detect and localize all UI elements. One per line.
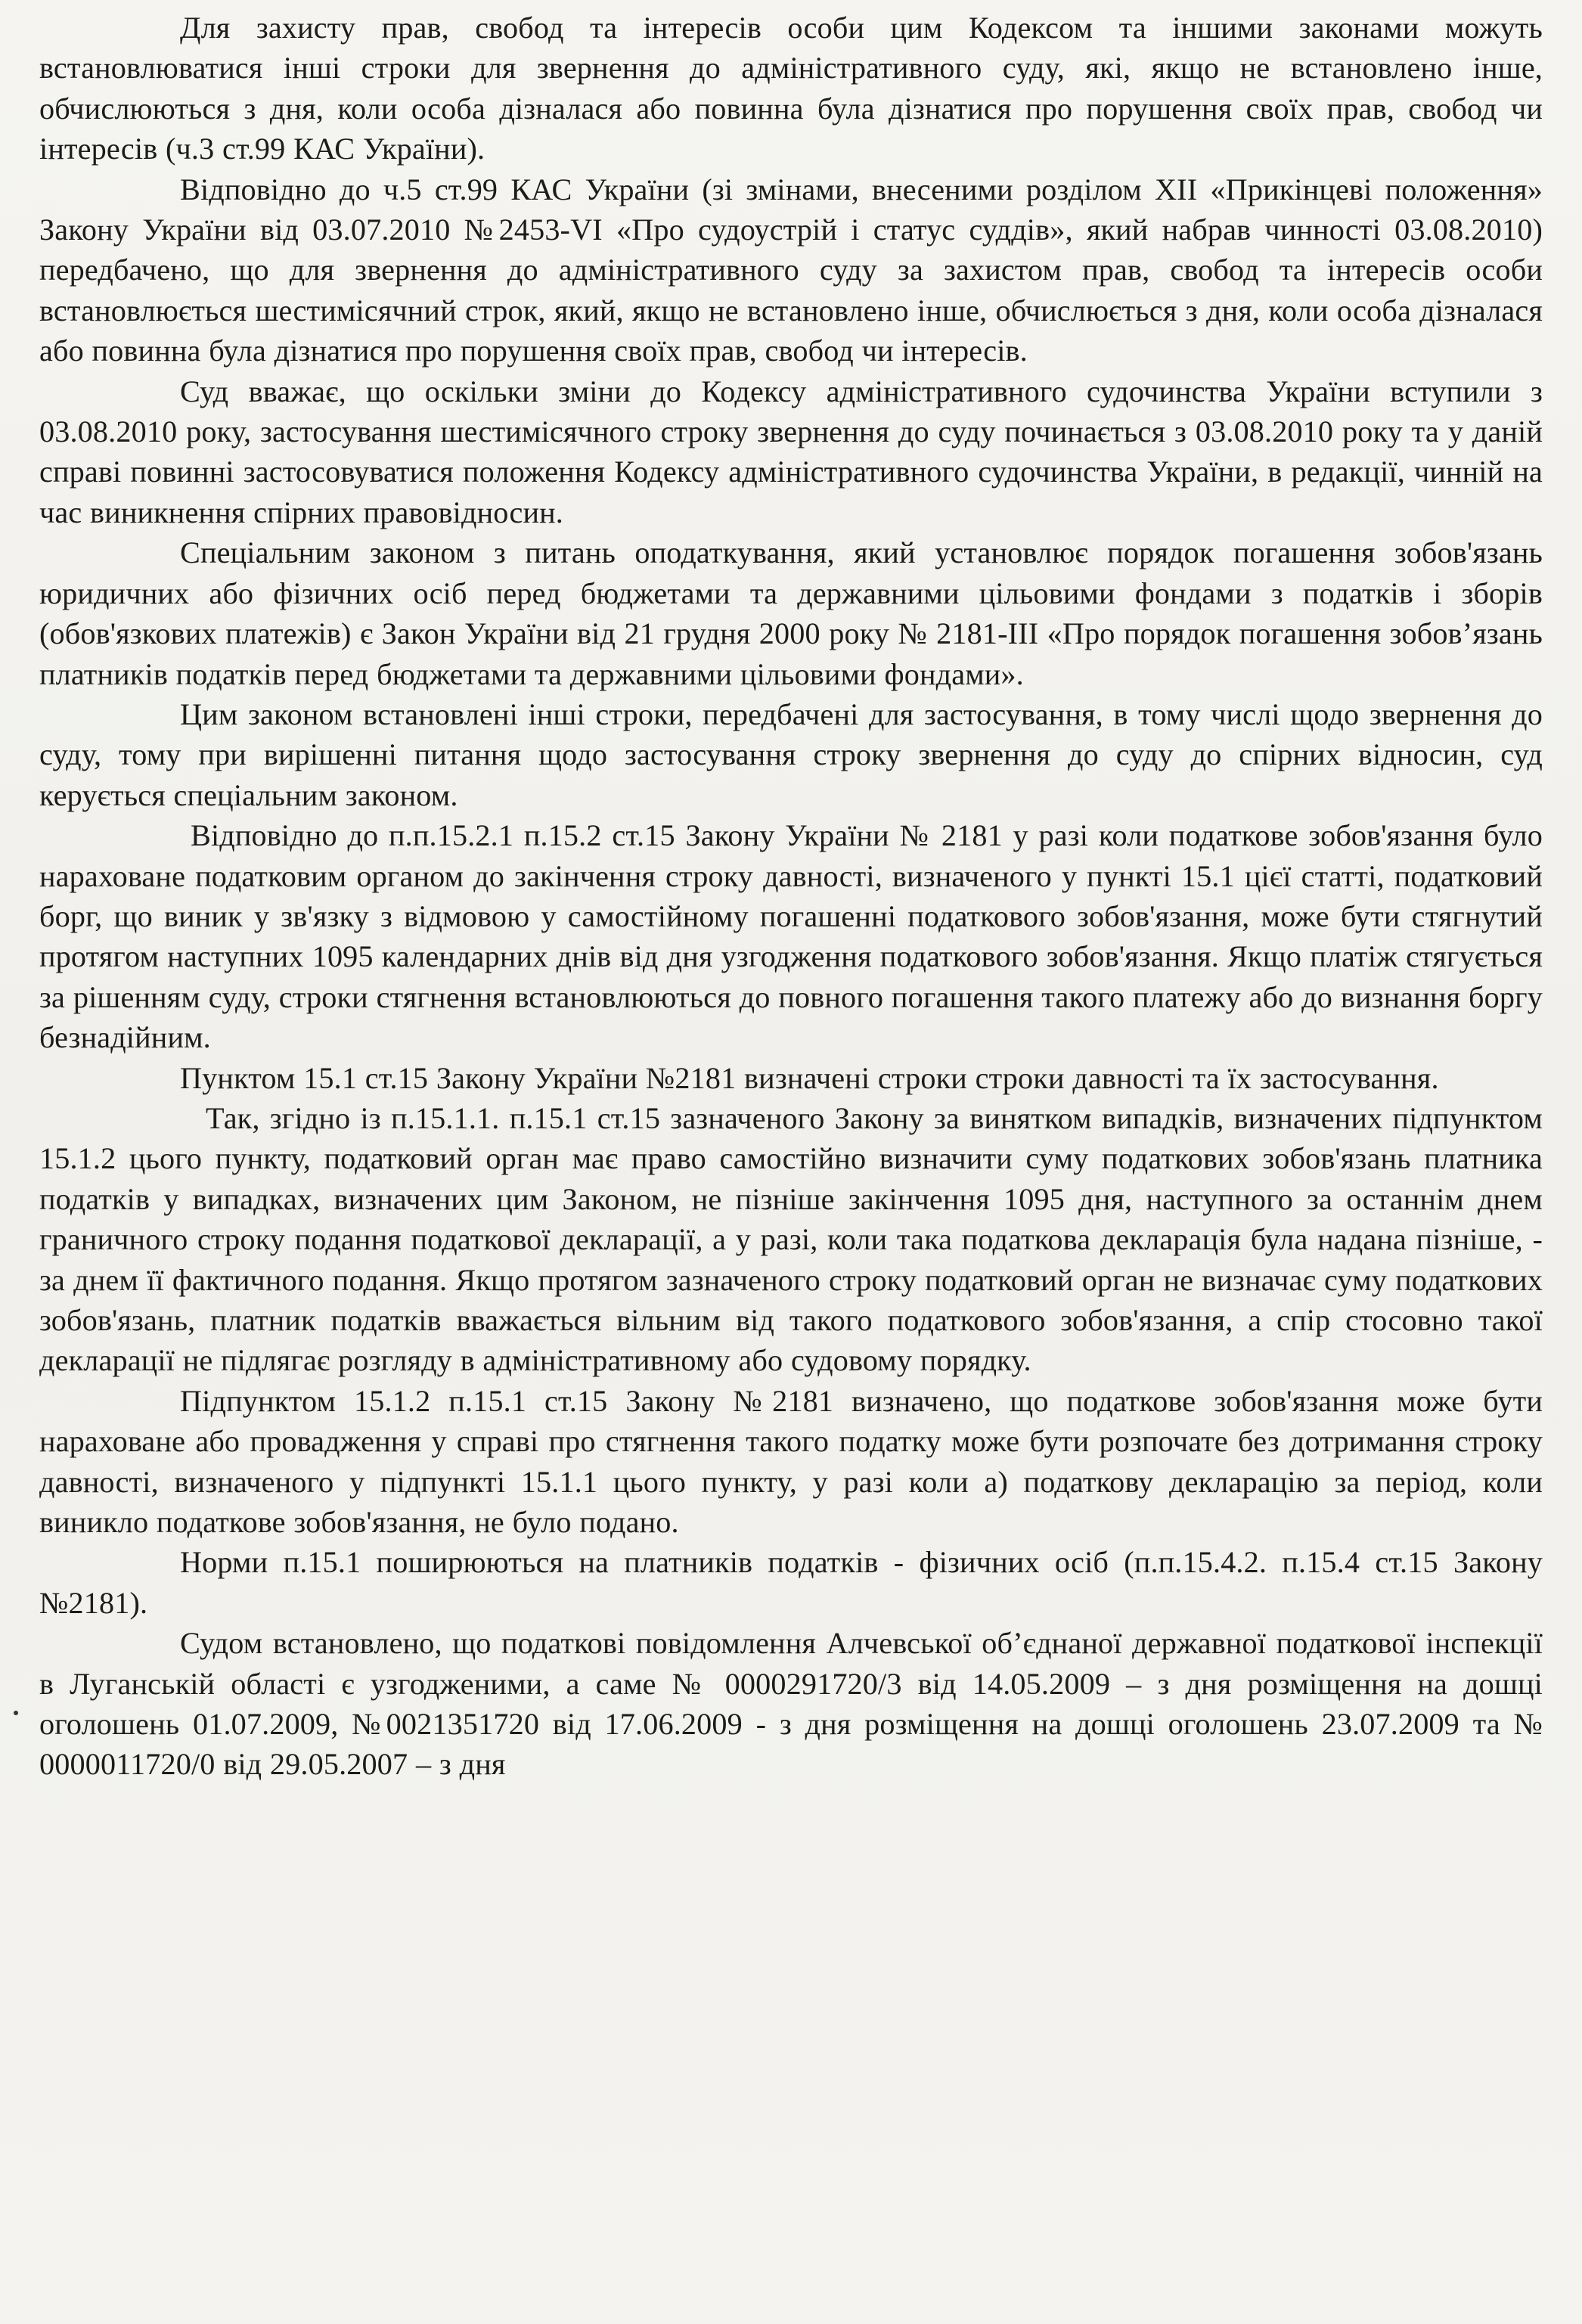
paragraph: Відповідно до п.п.15.2.1 п.15.2 ст.15 Закону України № 2181 у разі коли податкове зобов'язання було нараховане податковим органом до закінчення строку давності, визначеного у пункті 15.1 цієї статті, податковий борг, що виник у зв'язку з відмовою у самостійному погашенні податкового зобов'язання, може бути стягнутий протягом наступних 1095 календарних днів від дня узгодження податкового зобов'язання. Якщо платіж стягується за рішенням суду, строки стягнення встановлюються до повного погашення такого платежу або до визнання боргу безнадійним.	[39, 818, 1543, 1055]
paragraph: Цим законом встановлені інші строки, передбачені для застосування, в тому числі щодо звернення до суду, тому при вирішенні питання щодо застосування строку звернення до суду до спірних відносин, суд керується спеціальним законом.	[39, 697, 1543, 812]
paragraph: Норми п.15.1 поширюються на платників податків - фізичних осіб (п.п.15.4.2. п.15.4 ст.15 Закону №2181).	[39, 1545, 1543, 1620]
paragraph: Суд вважає, що оскільки зміни до Кодексу адміністративного судочинства України вступили з 03.08.2010 року, застосування шестимісячного строку звернення до суду починається з 03.08.2010 року та у даній справі повинні застосовуватися положення Кодексу адміністративного судочинства України, в редакції, чинній на час виникнення спірних правовідносин.	[39, 374, 1543, 529]
paragraph: Відповідно до ч.5 ст.99 КАС України (зі змінами, внесеними розділом XII «Прикінцеві положення» Закону України від 03.07.2010 №2453-VI «Про судоустрій і статус суддів», який набрав чинності 03.08.2010) передбачено, що для звернення до адміністративного суду за захистом прав, свобод та інтересів особи встановлюється шестимісячний строк, який, якщо не встановлено інше, обчислюється з дня, коли особа дізналася або повинна була дізнатися про порушення своїх прав, свобод чи інтересів.	[39, 172, 1543, 368]
paragraph: Пунктом 15.1 ст.15 Закону України №2181 визначені строки строки давності та їх застосування.	[180, 1060, 1439, 1095]
paragraph: Для захисту прав, свобод та інтересів особи цим Кодексом та іншими законами можуть встановлюватися інші строки для звернення до адміністративного суду, які, якщо не встановлено інше, обчислюються з дня, коли особа дізналася або повинна була дізнатися про порушення своїх прав, свобод чи інтересів (ч.3 ст.99 КАС України).	[39, 11, 1543, 166]
paragraph: Так, згідно із п.15.1.1. п.15.1 ст.15 зазначеного Закону за винятком випадків, визначених підпунктом 15.1.2 цього пункту, податковий орган має право самостійно визначити суму податкових зобов'язань платника податків у випадках, визначених цим Законом, не пізніше закінчення 1095 дня, наступного за останнім днем граничного строку подання податкової декларації, а у разі, коли така податкова декларація була надана пізніше, - за днем її фактичного подання. Якщо протягом зазначеного строку податковий орган не визначає суму податкових зобов'язань, платник податків вважається вільним від такого податкового зобов'язання, а спір стосовно такої декларації не підлягає розгляду в адміністративному або судовому порядку.	[39, 1100, 1543, 1378]
paragraph: Підпунктом 15.1.2 п.15.1 ст.15 Закону №2181 визначено, що податкове зобов'язання може бути нараховане або провадження у справі про стягнення такого податку може бути розпочате без дотримання строку давності, визначеного у підпункті 15.1.1 цього пункту, у разі коли а) податкову декларацію за період, коли виникло податкове зобов'язання, не було подано.	[39, 1383, 1543, 1540]
scan-dot	[14, 1711, 18, 1715]
document-body	[39, 8, 1543, 1785]
paragraph: Спеціальним законом з питань оподаткування, який установлює порядок погашення зобов'язань юридичних або фізичних осіб перед бюджетами та державними цільовими фондами з податків і зборів (обов'язкових платежів) є Закон України від 21 грудня 2000 року № 2181-III «Про порядок погашення зобов’язань платників податків перед бюджетами та державними цільовими фондами».	[39, 535, 1543, 691]
paragraph: Судом встановлено, що податкові повідомлення Алчевської об’єднаної державної податкової інспекції в Луганській області є узгодженими, а саме № 0000291720/3 від 14.05.2009 – з дня розміщення на дошці оголошень 01.07.2009, №0021351720 від 17.06.2009 - з дня розміщення на дошці оголошень 23.07.2009 та № 0000011720/0 від 29.05.2007 – з дня	[39, 1626, 1543, 1782]
